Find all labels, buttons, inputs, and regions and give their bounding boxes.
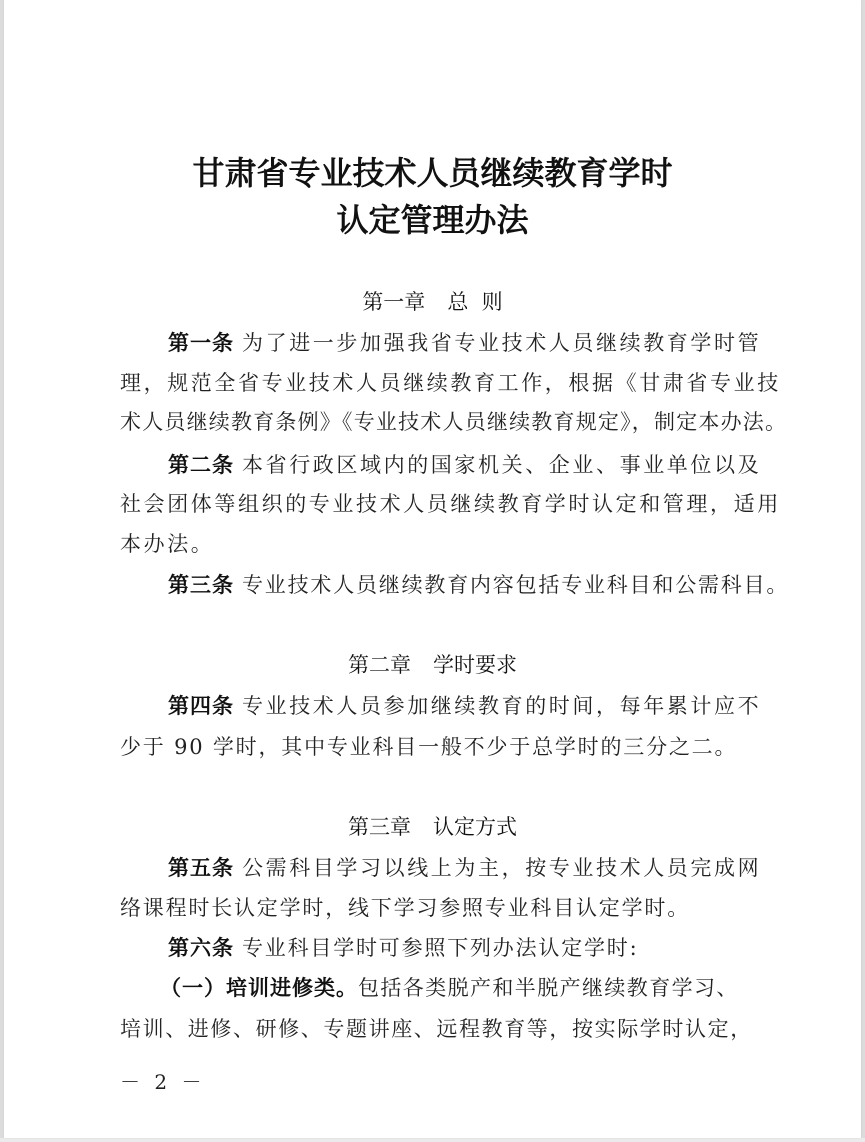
- article-6-line-1: [168, 932, 760, 962]
- article-text: 专业技术人员继续教育内容包括专业科目和公需科目。: [242, 573, 790, 597]
- article-2-line-2: 社会团体等组织的专业技术人员继续教育学时认定和管理，适用: [120, 492, 781, 516]
- item-1-line-1: [160, 972, 752, 1002]
- document-title-line-2: 认定管理办法: [336, 201, 529, 239]
- article-4-line-1: [168, 690, 760, 720]
- page-edge-right: [861, 0, 865, 1142]
- chapter-heading-1: [4, 286, 861, 316]
- chapter-name: 学时要求: [433, 653, 517, 677]
- chapter-number: 第一章: [362, 290, 426, 314]
- article-lead: 第三条: [168, 572, 234, 597]
- article-lead: 第二条: [168, 452, 234, 477]
- article-lead: 第五条: [168, 855, 234, 880]
- article-lead: 第四条: [168, 693, 234, 718]
- item-1-line-2: 培训、进修、研修、专题讲座、远程教育等，按实际学时认定，: [120, 1017, 753, 1041]
- article-lead: 第六条: [168, 935, 234, 960]
- document-title-line-1: 甘肃省专业技术人员继续教育学时: [192, 154, 673, 192]
- page-number: － 2 －: [120, 1070, 206, 1094]
- chapter-number: 第三章: [348, 815, 411, 839]
- article-text: 专业科目学时可参照下列办法认定学时:: [242, 936, 639, 960]
- chapter-number: 第二章: [348, 653, 411, 677]
- chapter-name: 认定方式: [433, 815, 517, 839]
- article-2-line-3: 本办法。: [120, 532, 215, 556]
- document-page: [4, 0, 861, 1138]
- page-edge-bottom: [0, 1138, 865, 1142]
- article-text: 专业技术人员参加继续教育的时间，每年累计应不: [242, 694, 762, 718]
- chapter-heading-3: [4, 811, 861, 841]
- article-text: 公需科目学习以线上为主，按专业技术人员完成网: [242, 856, 762, 880]
- article-1-line-1: [168, 327, 760, 357]
- chapter-name: 总 则: [447, 290, 503, 314]
- article-1-line-2: 理，规范全省专业技术人员继续教育工作，根据《甘肃省专业技: [120, 371, 781, 395]
- article-5-line-1: [168, 852, 760, 882]
- article-2-line-1: [168, 449, 760, 479]
- article-1-line-3: 术人员继续教育条例》《专业技术人员继续教育规定》，制定本办法。: [120, 410, 788, 434]
- article-lead: 第一条: [168, 330, 234, 355]
- item-text: 包括各类脱产和半脱产继续教育学习、: [358, 976, 739, 1000]
- article-text: 为了进一步加强我省专业技术人员继续教育学时管: [242, 331, 762, 355]
- article-4-line-2: 少于 90 学时，其中专业科目一般不少于总学时的三分之二。: [120, 735, 738, 759]
- item-lead: （一）培训进修类。: [160, 975, 358, 1000]
- article-3-line-1: [168, 569, 790, 599]
- article-text: 本省行政区域内的国家机关、企业、事业单位以及: [242, 453, 762, 477]
- chapter-heading-2: [4, 649, 861, 679]
- article-5-line-2: 络课程时长认定学时，线下学习参照专业科目认定学时。: [120, 896, 690, 920]
